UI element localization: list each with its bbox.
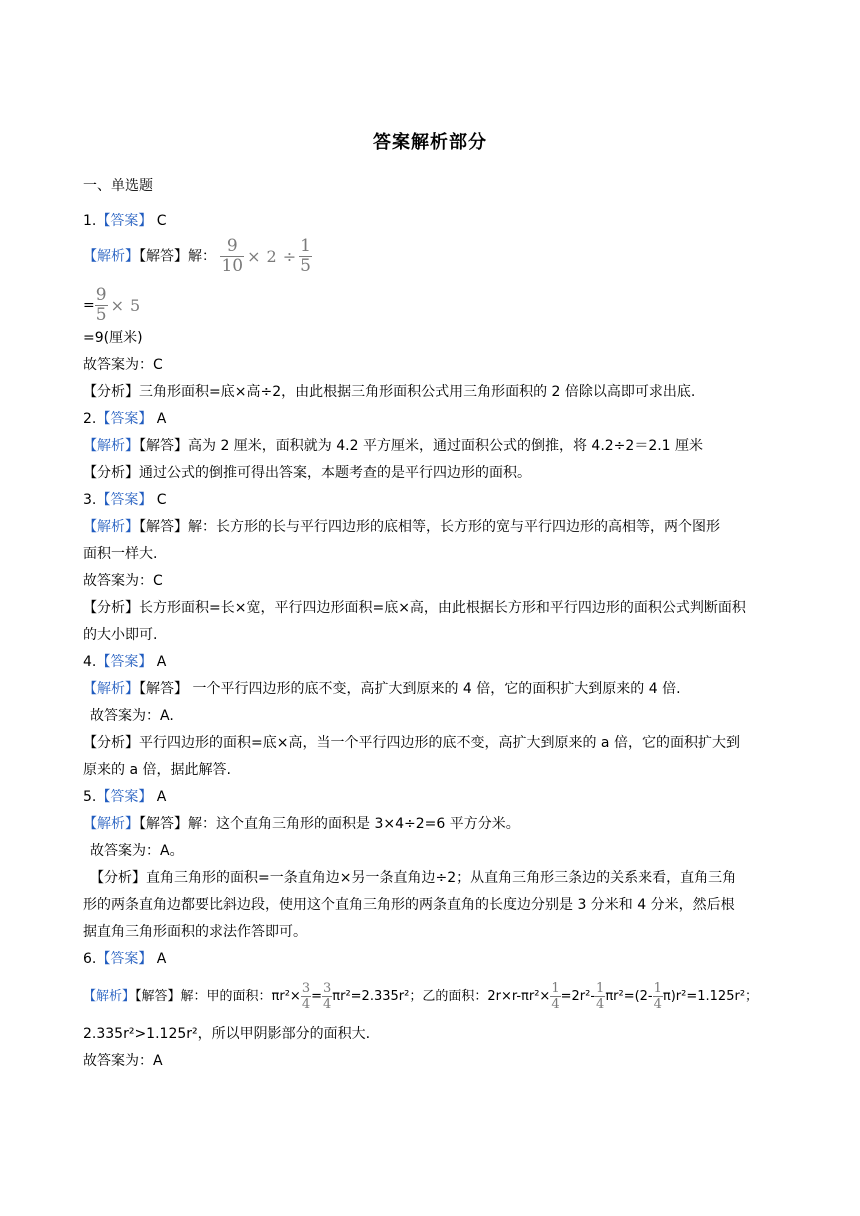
- q6-conclusion: 故答案为：A: [83, 1053, 163, 1069]
- q4-analysis-line: [83, 733, 740, 753]
- q1-solution-line: [83, 236, 312, 276]
- answer-tag: 【答案】: [96, 951, 153, 967]
- q5-answer: A: [152, 789, 167, 805]
- q6-fraction-1-4-c: $\frac{1}{4}$: [551, 981, 560, 1012]
- solution-tag: 【解答】: [139, 519, 188, 535]
- q4-conclusion: 故答案为：A.: [90, 708, 174, 724]
- q1-conclusion: 故答案为：C: [83, 357, 163, 373]
- solution-tag: 【解答】: [135, 989, 181, 1004]
- analysis-tag: 【解析】: [83, 248, 139, 265]
- q5-conclusion: 故答案为：A。: [90, 843, 184, 859]
- q6-solution-part-f: π)r²=1.125r²；: [662, 989, 759, 1004]
- analysis-tag: 【解析】: [83, 989, 136, 1004]
- q6-solution-part-b: =: [311, 989, 322, 1004]
- q6-answer-line: [83, 949, 166, 969]
- q5-analysis-line: [90, 868, 736, 888]
- q1-jie: 解：: [188, 248, 216, 265]
- q6-solution-line: [83, 979, 758, 1015]
- q1-answer-line: [83, 211, 167, 231]
- q4-answer-line: [83, 652, 166, 672]
- q6-fraction-1-4-d: $\frac{1}{4}$: [596, 981, 605, 1012]
- q1-number-2: 2: [266, 246, 277, 266]
- q2-analysis-line: [83, 463, 531, 483]
- q4-solution: 一个平行四边形的底不变，高扩大到原来的 4 倍，它的面积扩大到原来的 4 倍.: [188, 681, 681, 697]
- page-title: 答案解析部分: [373, 132, 487, 153]
- q1-fraction-1-5: $\frac{1}{5}$: [300, 236, 311, 276]
- times-sign: ×: [110, 295, 124, 315]
- fenxi-tag: 【分析】: [90, 870, 146, 886]
- q3-conclusion: 故答案为：C: [83, 573, 163, 589]
- q3-analysis-1: 长方形面积=长×宽，平行四边形面积=底×高，由此根据长方形和平行四边形的面积公式判断面积: [139, 600, 746, 616]
- q5-solution-line: [83, 814, 520, 834]
- answer-tag: 【答案】: [96, 213, 153, 229]
- answer-tag: 【答案】: [96, 654, 153, 670]
- solution-tag: 【解答】: [139, 438, 188, 454]
- q2-answer: A: [152, 411, 167, 427]
- q1-step2-line: [83, 285, 143, 325]
- q1-number: 1.: [83, 213, 97, 229]
- q1-fraction-9-5: $\frac{9}{5}$: [95, 285, 107, 325]
- q5-analysis-1: 直角三角形的面积=一条直角边×另一条直角边÷2；从直角三角形三条边的关系来看，直角三角: [146, 870, 737, 886]
- analysis-tag: 【解析】: [83, 519, 139, 535]
- q6-fraction-3-4-a: $\frac{3}{4}$: [301, 981, 311, 1012]
- q2-number: 2.: [83, 411, 97, 427]
- q1-answer: C: [152, 213, 167, 229]
- q5-analysis-line-2: 形的两条直角边都要比斜边段，使用这个直角三角形的两条直角的长度边分别是 3 分米和 4 分米，然后根: [83, 897, 735, 913]
- q5-analysis-line-3: 据直角三角形面积的求法作答即可。: [83, 924, 307, 940]
- q4-analysis-line-2: 原来的 a 倍，据此解答.: [83, 762, 231, 778]
- q1-number-5: 5: [129, 295, 141, 315]
- q6-solution-part-d: =2r²-: [560, 989, 596, 1004]
- q3-answer-line: [83, 490, 167, 510]
- q4-number: 4.: [83, 654, 97, 670]
- q3-solution-line: [83, 517, 720, 537]
- answer-tag: 【答案】: [96, 492, 153, 508]
- analysis-tag: 【解析】: [83, 438, 139, 454]
- solution-tag: 【解答】: [139, 816, 188, 832]
- q3-number: 3.: [83, 492, 97, 508]
- q4-answer: A: [152, 654, 167, 670]
- fenxi-tag: 【分析】: [83, 465, 139, 481]
- q6-number: 6.: [83, 951, 97, 967]
- q4-solution-line: [83, 679, 681, 699]
- answer-tag: 【答案】: [96, 789, 153, 805]
- fenxi-tag: 【分析】: [83, 384, 139, 400]
- q2-solution-line: [83, 436, 703, 456]
- q5-answer-line: [83, 787, 166, 807]
- q6-solution-part-c: πr²=2.335r²；乙的面积：2r×r-πr²×: [332, 989, 551, 1004]
- q1-step3-line: =9(厘米): [83, 330, 143, 346]
- q5-number: 5.: [83, 789, 97, 805]
- solution-tag: 【解答】: [139, 248, 188, 265]
- q1-fraction-9-10: $\frac{9}{10}$: [221, 236, 244, 276]
- answer-tag: 【答案】: [96, 411, 153, 427]
- q3-analysis-line: [83, 598, 746, 618]
- q6-solution-line-2: 2.335r²>1.125r²，所以甲阴影部分的面积大.: [83, 1026, 371, 1042]
- q3-analysis-line-2: 的大小即可.: [83, 627, 158, 643]
- q4-analysis-1: 平行四边形的面积=底×高，当一个平行四边形的底不变，高扩大到原来的 a 倍，它的面积扩大到: [139, 735, 740, 751]
- q2-solution: 高为 2 厘米，面积就为 4.2 平方厘米，通过面积公式的倒推，将 4.2÷2＝2.1 厘米: [188, 438, 704, 454]
- q1-analysis-line: [83, 382, 695, 402]
- q6-solution-part-a: 解：甲的面积：πr²×: [180, 989, 301, 1004]
- q5-solution: 解：这个直角三角形的面积是 3×4÷2=6 平方分米。: [188, 816, 520, 832]
- q3-answer: C: [152, 492, 167, 508]
- solution-tag: 【解答】: [139, 681, 188, 697]
- q1-analysis: 三角形面积=底×高÷2，由此根据三角形面积公式用三角形面积的 2 倍除以高即可求出底.: [139, 384, 696, 400]
- q6-fraction-1-4-e: $\frac{1}{4}$: [653, 981, 662, 1012]
- equals-sign: =: [83, 297, 95, 314]
- section-heading: 一、单选题: [83, 178, 153, 194]
- q2-analysis: 通过公式的倒推可得出答案，本题考查的是平行四边形的面积。: [139, 465, 531, 481]
- fenxi-tag: 【分析】: [83, 735, 139, 751]
- analysis-tag: 【解析】: [83, 816, 139, 832]
- q6-solution-part-e: πr²=(2-: [605, 989, 653, 1004]
- times-sign: ×: [247, 246, 261, 266]
- q6-answer: A: [152, 951, 167, 967]
- fenxi-tag: 【分析】: [83, 600, 139, 616]
- q2-answer-line: [83, 409, 166, 429]
- q6-fraction-3-4-b: $\frac{3}{4}$: [323, 981, 332, 1012]
- q3-solution-line-2: 面积一样大.: [83, 546, 158, 562]
- divide-sign: ÷: [282, 246, 297, 266]
- q3-solution-1: 解：长方形的长与平行四边形的底相等，长方形的宽与平行四边形的高相等，两个图形: [188, 519, 720, 535]
- analysis-tag: 【解析】: [83, 681, 139, 697]
